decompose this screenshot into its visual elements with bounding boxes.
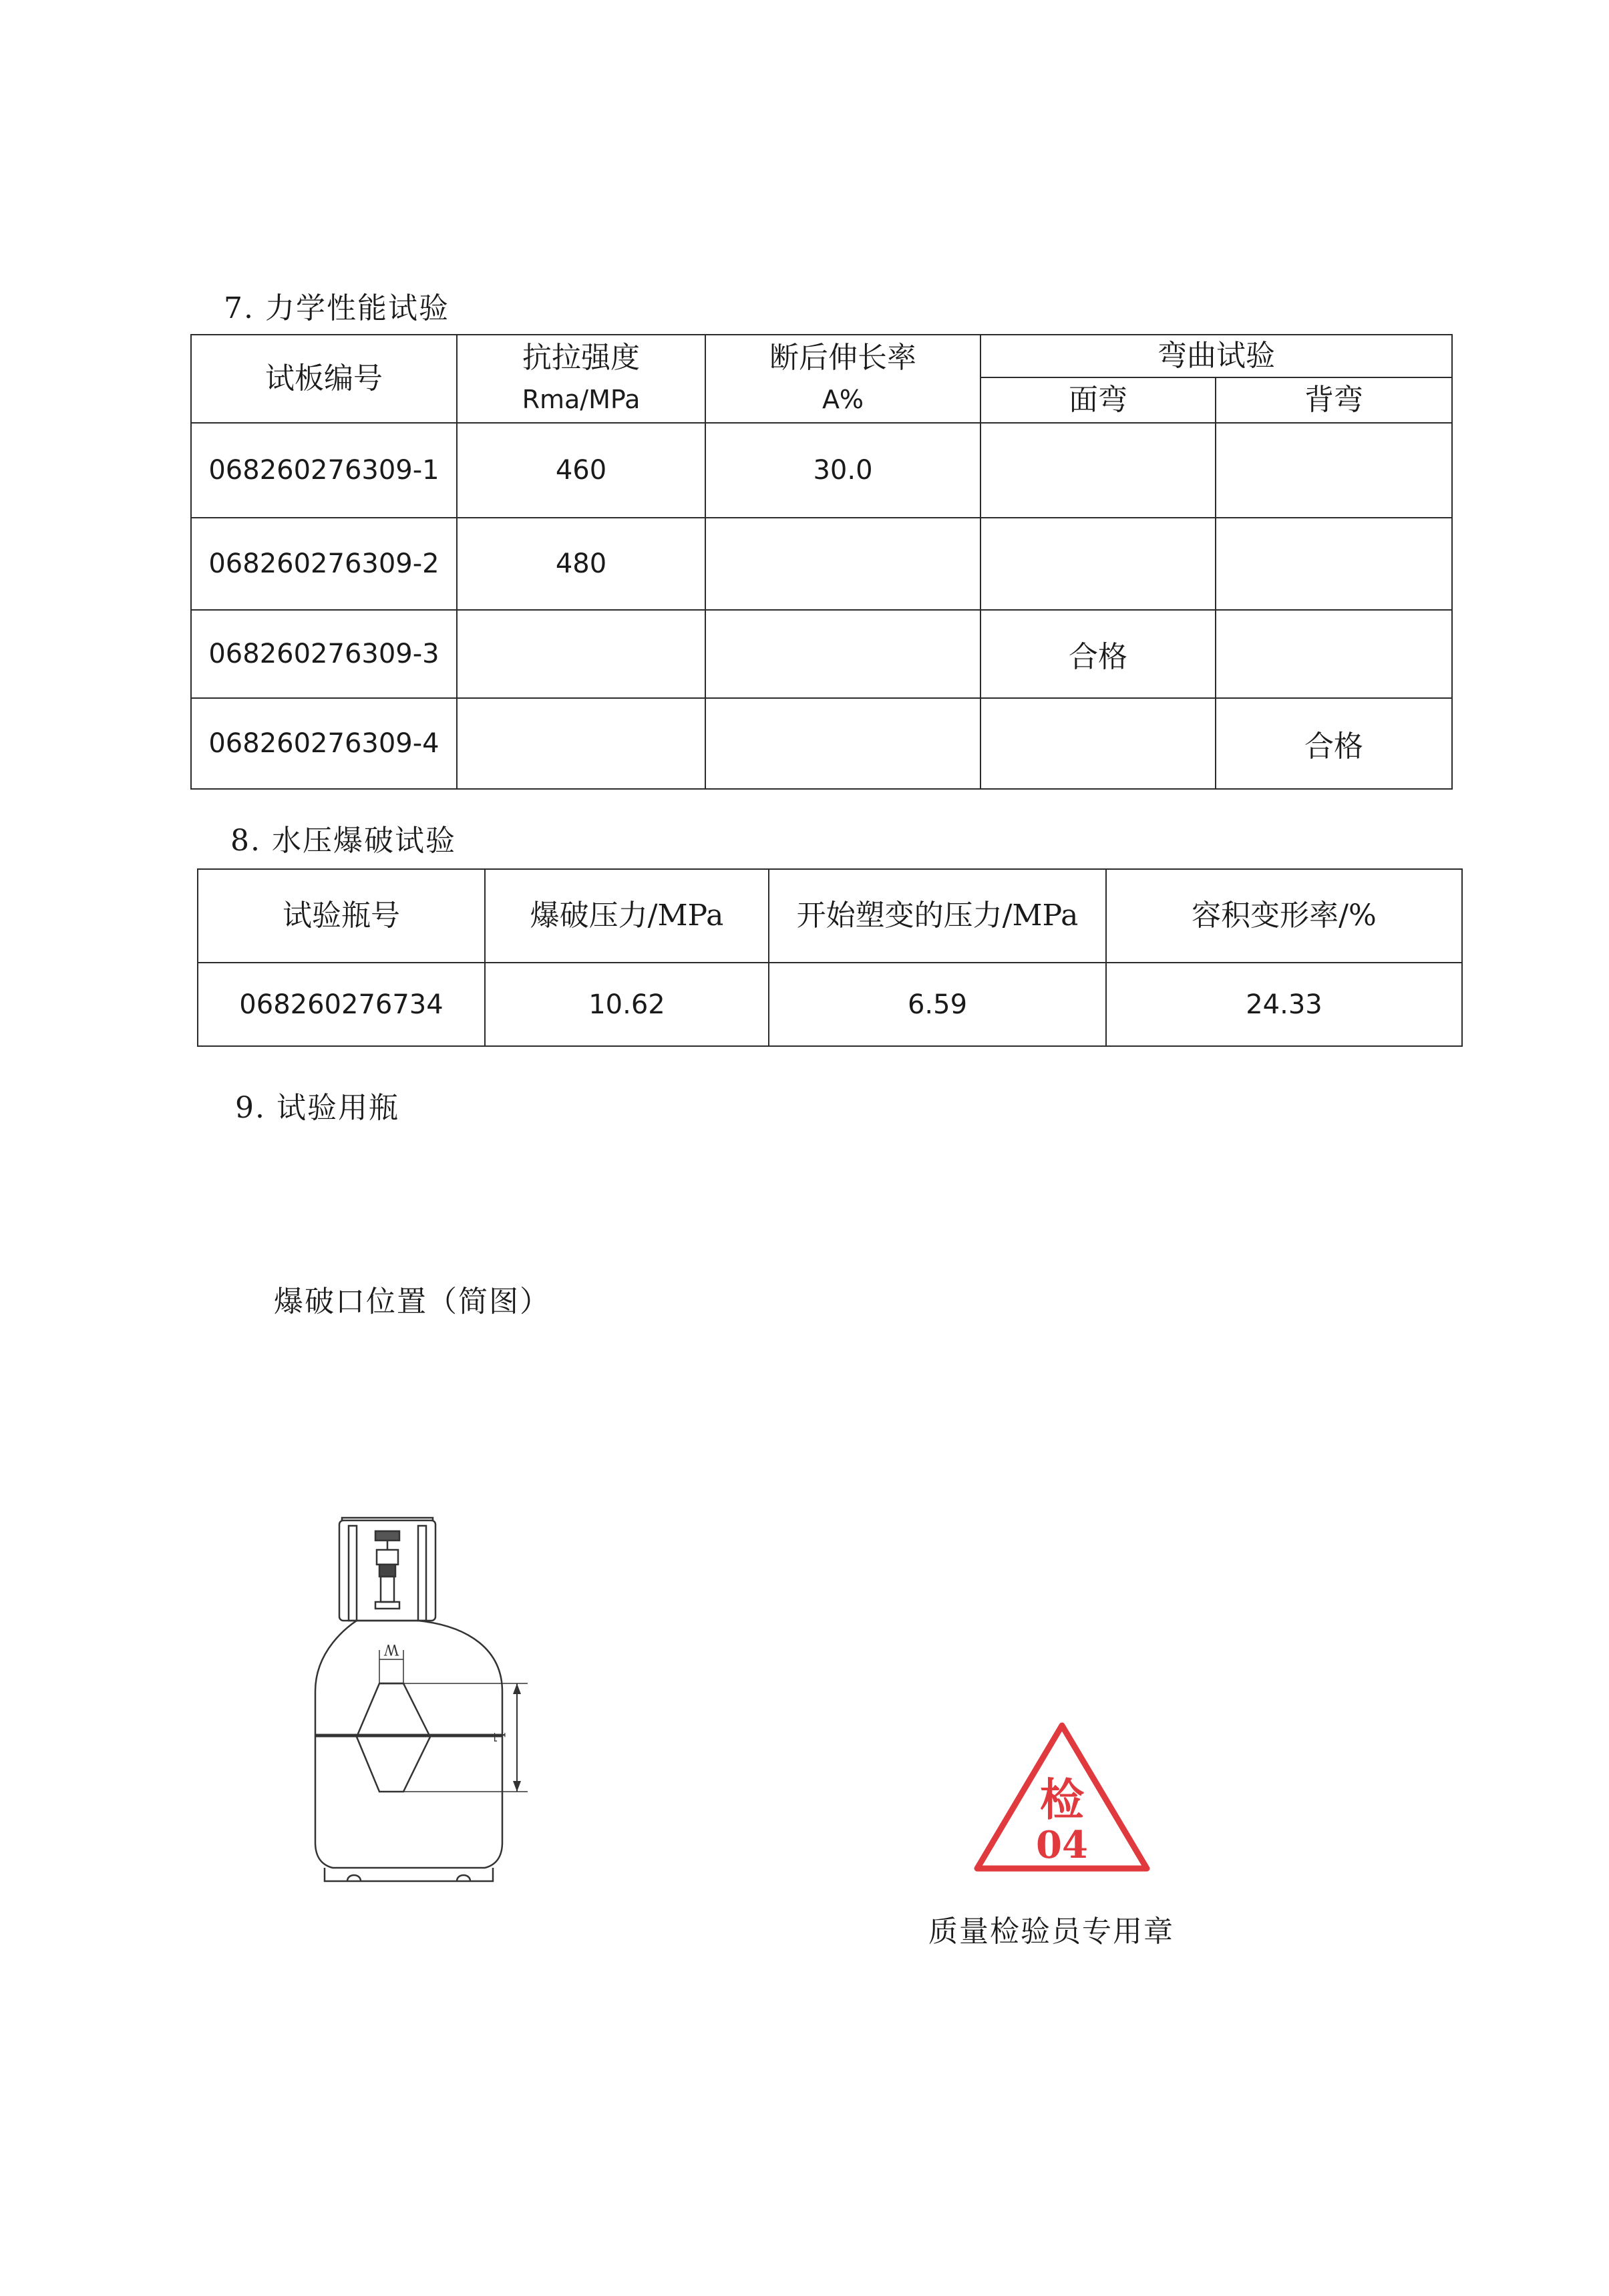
tensile-value: 480 — [457, 518, 705, 610]
header-elongation — [705, 335, 980, 423]
back-bend-value — [1216, 423, 1452, 518]
elongation-value — [705, 698, 980, 789]
tensile-value — [457, 698, 705, 789]
back-bend-value: 合格 — [1216, 698, 1452, 789]
inspector-stamp — [972, 1720, 1152, 1880]
table-row — [191, 423, 1452, 518]
section-9-title: 9. 试验用瓶 — [235, 1091, 399, 1125]
header-burst-pressure: 爆破压力/MPa — [485, 869, 769, 963]
header-tensile — [457, 335, 705, 423]
elongation-value: 30.0 — [705, 423, 980, 518]
header-bend-test: 弯曲试验 — [980, 335, 1452, 377]
volume-deformation-value: 24.33 — [1106, 963, 1462, 1046]
specimen-id: 068260276309-2 — [191, 518, 457, 610]
hydraulic-burst-table — [197, 868, 1463, 1047]
section-8-title: 8. 水压爆破试验 — [230, 824, 456, 858]
back-bend-value — [1216, 518, 1452, 610]
elongation-value — [705, 610, 980, 698]
face-bend-value — [980, 423, 1216, 518]
header-face-bend: 面弯 — [980, 377, 1216, 423]
mechanical-properties-table — [190, 334, 1453, 790]
yield-pressure-value: 6.59 — [769, 963, 1106, 1046]
table-row — [198, 963, 1462, 1046]
table-row — [191, 610, 1452, 698]
face-bend-value: 合格 — [980, 610, 1216, 698]
specimen-id: 068260276309-1 — [191, 423, 457, 518]
header-back-bend: 背弯 — [1216, 377, 1452, 423]
table-row — [191, 518, 1452, 610]
tensile-value — [457, 610, 705, 698]
header-tensile-cn: 抗拉强度 — [522, 341, 640, 375]
header-elongation-cn: 断后伸长率 — [769, 341, 916, 375]
stamp-number: 04 — [1036, 1823, 1088, 1867]
header-tensile-unit: Rma/MPa — [522, 385, 641, 414]
stamp-caption: 质量检验员专用章 — [928, 1915, 1174, 1949]
header-yield-pressure: 开始塑变的压力/MPa — [769, 869, 1106, 963]
face-bend-value — [980, 518, 1216, 610]
tensile-value: 460 — [457, 423, 705, 518]
face-bend-value — [980, 698, 1216, 789]
bottle-number: 068260276734 — [198, 963, 485, 1046]
specimen-id: 068260276309-3 — [191, 610, 457, 698]
header-specimen-no: 试板编号 — [191, 335, 457, 423]
elongation-value — [705, 518, 980, 610]
header-elongation-unit: A% — [822, 385, 864, 414]
sketch-caption: 爆破口位置（简图） — [274, 1285, 550, 1319]
length-label: L — [490, 1732, 507, 1742]
header-bottle-no: 试验瓶号 — [198, 869, 485, 963]
stamp-char: 检 — [1040, 1774, 1084, 1826]
back-bend-value — [1216, 610, 1452, 698]
gas-cylinder-diagram — [287, 1516, 541, 1891]
header-volume-deformation: 容积变形率/% — [1106, 869, 1462, 963]
table-row — [191, 698, 1452, 789]
width-label: W — [383, 1641, 399, 1657]
burst-pressure-value: 10.62 — [485, 963, 769, 1046]
section-7-title: 7. 力学性能试验 — [224, 291, 450, 325]
specimen-id: 068260276309-4 — [191, 698, 457, 789]
